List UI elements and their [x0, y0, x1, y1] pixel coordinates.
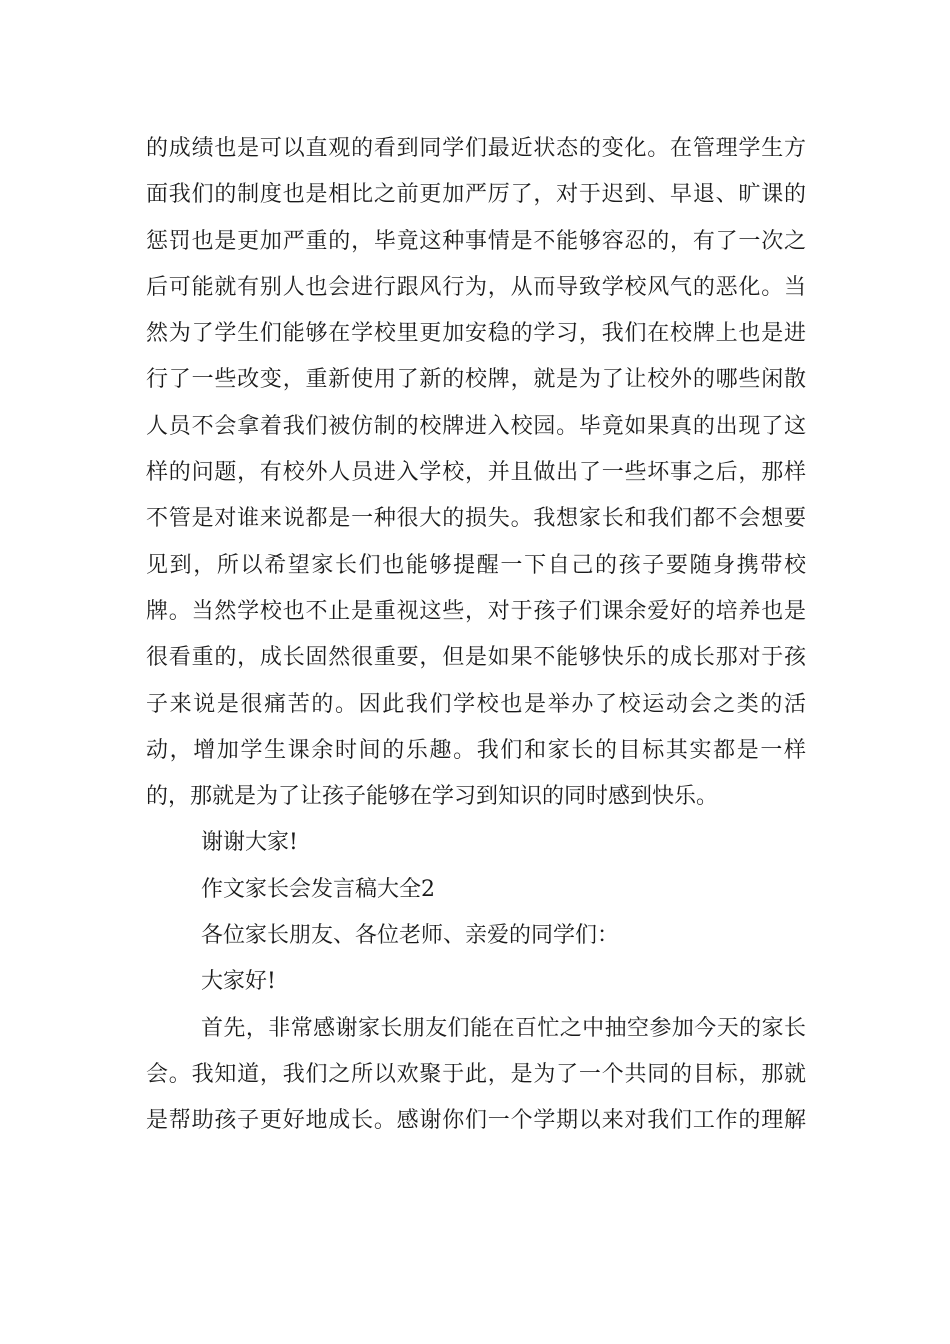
section-title: 作文家长会发言稿大全2 [201, 876, 435, 902]
text-line: 首先，非常感谢家长朋友们能在百忙之中抽空参加今天的家长 [201, 1015, 806, 1041]
text-line: 会。我知道，我们之所以欢聚于此，是为了一个共同的目标，那就 [146, 1061, 806, 1087]
text-line: 惩罚也是更加严重的，毕竟这种事情是不能够容忍的，有了一次之 [146, 228, 806, 254]
body-text [146, 126, 806, 1145]
text-line: 牌。当然学校也不止是重视这些，对于孩子们课余爱好的培养也是 [146, 598, 806, 624]
text-line: 人员不会拿着我们被仿制的校牌进入校园。毕竟如果真的出现了这 [146, 413, 806, 439]
text-line: 然为了学生们能够在学校里更加安稳的学习，我们在校牌上也是进 [146, 321, 806, 347]
closing-thanks: 谢谢大家! [201, 830, 298, 856]
text-line: 很看重的，成长固然很重要，但是如果不能够快乐的成长那对于孩 [146, 645, 806, 671]
text-line: 面我们的制度也是相比之前更加严厉了，对于迟到、早退、旷课的 [146, 182, 806, 208]
text-line: 样的问题，有校外人员进入学校，并且做出了一些坏事之后，那样 [146, 460, 806, 486]
text-line: 子来说是很痛苦的。因此我们学校也是举办了校运动会之类的活 [146, 691, 806, 717]
greeting: 大家好! [201, 969, 276, 995]
text-line: 动，增加学生课余时间的乐趣。我们和家长的目标其实都是一样 [146, 737, 806, 763]
text-line: 的成绩也是可以直观的看到同学们最近状态的变化。在管理学生方 [146, 136, 806, 161]
text-line: 行了一些改变，重新使用了新的校牌，就是为了让校外的哪些闲散 [146, 367, 806, 393]
salutation: 各位家长朋友、各位老师、亲爱的同学们： [201, 923, 620, 949]
text-line: 不管是对谁来说都是一种很大的损失。我想家长和我们都不会想要 [146, 506, 806, 532]
text-line: 是帮助孩子更好地成长。感谢你们一个学期以来对我们工作的理解 [146, 1108, 806, 1134]
text-line: 见到，所以希望家长们也能够提醒一下自己的孩子要随身携带校 [146, 552, 806, 578]
text-line: 后可能就有别人也会进行跟风行为，从而导致学校风气的恶化。当 [146, 274, 806, 300]
text-line: 的，那就是为了让孩子能够在学习到知识的同时感到快乐。 [146, 784, 719, 810]
